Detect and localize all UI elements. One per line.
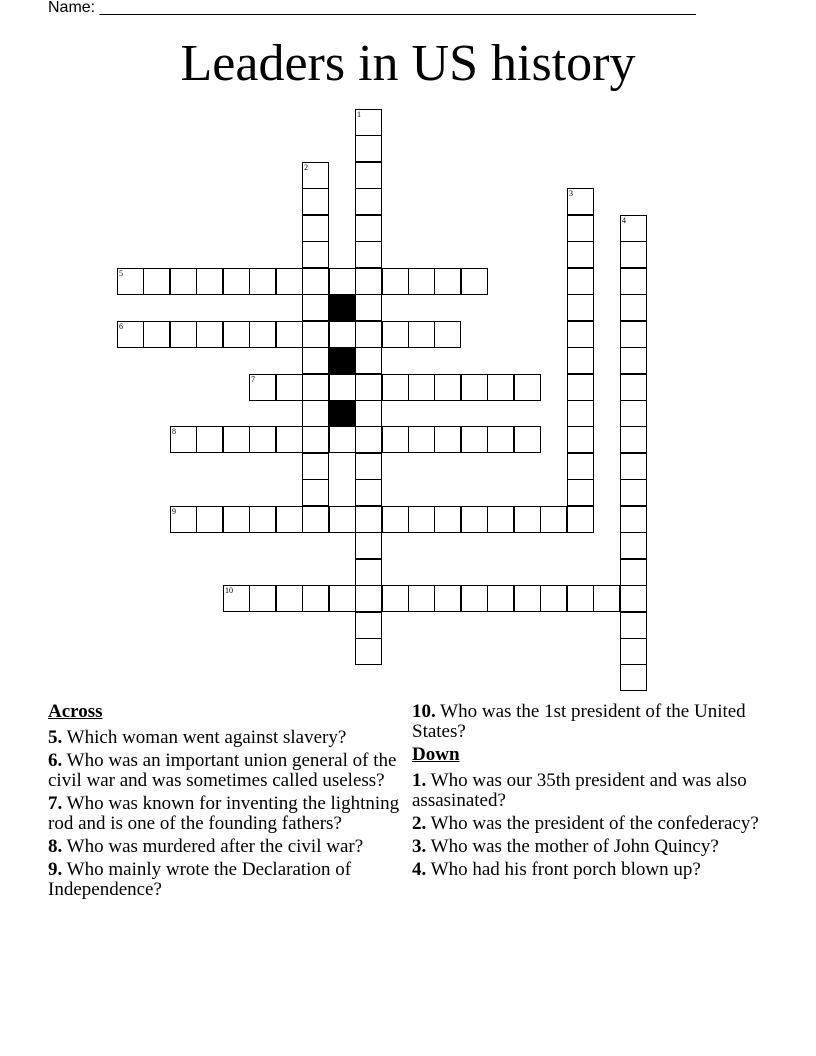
clue-number: 4. [412,859,427,880]
grid-cell[interactable] [434,585,461,612]
grid-cell[interactable] [249,585,276,612]
grid-cell[interactable] [170,426,197,453]
grid-cell[interactable] [487,426,514,453]
grid-block [329,400,356,427]
grid-cell[interactable] [355,453,382,480]
clue-text: Who had his front porch blown up? [430,859,701,880]
grid-cell[interactable] [355,347,382,374]
clue-number: 6. [48,750,63,771]
clue-number-label: 8 [172,427,176,436]
grid-cell[interactable] [302,506,329,533]
grid-cell[interactable] [355,162,382,189]
grid-cell[interactable] [355,585,382,612]
grid-block [329,294,356,321]
clue-number-label: 4 [622,216,626,225]
grid-cell[interactable] [567,479,594,506]
clue-number-label: 2 [304,163,308,172]
grid-cell[interactable] [329,506,356,533]
grid-cell[interactable] [620,321,647,348]
grid-cell[interactable] [223,268,250,295]
grid-cell[interactable] [170,506,197,533]
grid-cell[interactable] [302,374,329,401]
grid-cell[interactable] [620,215,647,242]
clue-down-1 [412,771,762,811]
grid-cell[interactable] [223,585,250,612]
grid-cell[interactable] [620,559,647,586]
grid-cell[interactable] [620,241,647,268]
grid-cell[interactable] [487,506,514,533]
grid-cell[interactable] [302,479,329,506]
grid-cell[interactable] [276,268,303,295]
grid-cell[interactable] [382,374,409,401]
grid-cell[interactable] [620,664,647,691]
clue-text: Who was the mother of John Quincy? [430,836,719,857]
grid-cell[interactable] [249,374,276,401]
clue-down-4 [412,860,762,880]
grid-cell[interactable] [355,268,382,295]
grid-cell[interactable] [302,215,329,242]
grid-cell[interactable] [355,294,382,321]
grid-cell[interactable] [249,426,276,453]
grid-cell[interactable] [302,426,329,453]
clues-column-left [48,702,400,903]
grid-cell[interactable] [329,321,356,348]
clue-number-label: 9 [172,507,176,516]
grid-cell[interactable] [117,321,144,348]
clue-text: Which woman went against slavery? [66,727,347,748]
clue-across-10 [412,702,762,742]
grid-cell[interactable] [620,506,647,533]
grid-cell[interactable] [408,426,435,453]
grid-cell[interactable] [355,638,382,665]
grid-cell[interactable] [620,294,647,321]
across-heading: Across [48,701,103,722]
clue-number-label: 5 [119,269,123,278]
grid-cell[interactable] [567,294,594,321]
grid-cell[interactable] [276,585,303,612]
grid-cell[interactable] [355,612,382,639]
grid-cell[interactable] [514,506,541,533]
grid-cell[interactable] [355,321,382,348]
grid-cell[interactable] [567,268,594,295]
clue-across-9 [48,860,400,900]
grid-cell[interactable] [196,268,223,295]
grid-cell[interactable] [408,321,435,348]
grid-cell[interactable] [567,374,594,401]
grid-cell[interactable] [408,268,435,295]
grid-cell[interactable] [487,374,514,401]
clue-number: 2. [412,813,427,834]
grid-cell[interactable] [355,426,382,453]
grid-cell[interactable] [355,506,382,533]
clue-text: Who was known for inventing the lightning rod and is one of the founding fathers? [48,793,400,834]
clue-number: 9. [48,859,63,880]
grid-cell[interactable] [355,135,382,162]
grid-cell[interactable] [355,109,382,136]
grid-cell[interactable] [302,162,329,189]
grid-cell[interactable] [567,585,594,612]
grid-cell[interactable] [620,374,647,401]
grid-cell[interactable] [620,426,647,453]
grid-cell[interactable] [276,321,303,348]
grid-cell[interactable] [302,294,329,321]
grid-cell[interactable] [355,532,382,559]
grid-cell[interactable] [514,426,541,453]
grid-cell[interactable] [620,532,647,559]
clue-text: Who was murdered after the civil war? [66,836,364,857]
grid-cell[interactable] [302,400,329,427]
grid-cell[interactable] [170,268,197,295]
grid-cell[interactable] [540,506,567,533]
grid-cell[interactable] [620,479,647,506]
grid-cell[interactable] [567,321,594,348]
grid-cell[interactable] [196,426,223,453]
grid-cell[interactable] [249,321,276,348]
grid-cell[interactable] [434,374,461,401]
clue-number-label: 3 [569,189,573,198]
grid-cell[interactable] [355,559,382,586]
grid-cell[interactable] [567,426,594,453]
grid-cell[interactable] [249,506,276,533]
grid-cell[interactable] [223,426,250,453]
clue-text: Who was the 1st president of the United States? [412,701,746,742]
clue-across-8 [48,837,400,857]
grid-cell[interactable] [117,268,144,295]
grid-cell[interactable] [620,268,647,295]
clue-number-label: 10 [225,586,233,595]
grid-cell[interactable] [567,188,594,215]
grid-cell[interactable] [408,374,435,401]
grid-cell[interactable] [382,426,409,453]
grid-cell[interactable] [567,241,594,268]
grid-cell[interactable] [620,638,647,665]
grid-cell[interactable] [170,321,197,348]
grid-cell[interactable] [382,506,409,533]
clue-across-7 [48,794,400,834]
clue-number: 1. [412,770,427,791]
grid-cell[interactable] [329,426,356,453]
clue-number: 7. [48,793,63,814]
grid-cell[interactable] [302,585,329,612]
grid-cell[interactable] [434,426,461,453]
grid-cell[interactable] [620,612,647,639]
grid-cell[interactable] [302,268,329,295]
clue-number-label: 7 [251,375,255,384]
down-heading: Down [412,744,460,765]
clue-text: Who mainly wrote the Declaration of Independence? [48,859,352,900]
grid-cell[interactable] [329,585,356,612]
clue-number: 5. [48,727,63,748]
grid-cell[interactable] [567,215,594,242]
grid-cell[interactable] [514,585,541,612]
clue-number: 3. [412,836,427,857]
grid-cell[interactable] [355,188,382,215]
grid-cell[interactable] [461,426,488,453]
grid-cell[interactable] [461,374,488,401]
grid-cell[interactable] [329,374,356,401]
clue-number-label: 6 [119,322,123,331]
grid-cell[interactable] [514,374,541,401]
grid-cell[interactable] [434,506,461,533]
grid-cell[interactable] [329,268,356,295]
name-line[interactable]: Name: ___________________________________________________________________ [48,0,696,16]
grid-cell[interactable] [249,268,276,295]
grid-cell[interactable] [620,585,647,612]
clue-across-6 [48,751,400,791]
grid-cell[interactable] [408,506,435,533]
clue-text: Who was our 35th president and was also assasinated? [412,770,747,811]
grid-cell[interactable] [302,241,329,268]
clue-across-5 [48,728,400,748]
grid-block [329,347,356,374]
grid-cell[interactable] [196,321,223,348]
grid-cell[interactable] [382,321,409,348]
grid-cell[interactable] [567,400,594,427]
page-title: Leaders in US history [180,35,636,92]
clue-down-3 [412,837,762,857]
grid-cell[interactable] [355,241,382,268]
grid-cell[interactable] [567,453,594,480]
clue-number: 8. [48,836,63,857]
grid-cell[interactable] [567,347,594,374]
grid-cell[interactable] [355,374,382,401]
grid-cell[interactable] [487,585,514,612]
grid-cell[interactable] [593,585,620,612]
grid-cell[interactable] [223,321,250,348]
clue-text: Who was an important union general of the civil war and was sometimes called useless? [48,750,397,791]
grid-cell[interactable] [434,321,461,348]
grid-cell[interactable] [355,400,382,427]
grid-cell[interactable] [143,268,170,295]
grid-cell[interactable] [223,506,250,533]
grid-cell[interactable] [143,321,170,348]
grid-cell[interactable] [620,453,647,480]
grid-cell[interactable] [461,268,488,295]
grid-cell[interactable] [302,453,329,480]
grid-cell[interactable] [382,585,409,612]
clue-number: 10. [412,701,436,722]
grid-cell[interactable] [567,506,594,533]
grid-cell[interactable] [196,506,223,533]
clue-number-label: 1 [357,110,361,119]
grid-cell[interactable] [382,268,409,295]
grid-cell[interactable] [461,506,488,533]
grid-cell[interactable] [355,215,382,242]
clues-column-right [412,702,762,883]
grid-cell[interactable] [408,585,435,612]
grid-cell[interactable] [434,268,461,295]
grid-cell[interactable] [461,585,488,612]
grid-cell[interactable] [620,347,647,374]
grid-cell[interactable] [276,426,303,453]
grid-cell[interactable] [355,479,382,506]
grid-cell[interactable] [276,374,303,401]
grid-cell[interactable] [302,321,329,348]
grid-cell[interactable] [302,188,329,215]
grid-cell[interactable] [620,400,647,427]
grid-cell[interactable] [302,347,329,374]
grid-cell[interactable] [540,585,567,612]
clue-down-2 [412,814,762,834]
clue-text: Who was the president of the confederacy? [430,813,759,834]
grid-cell[interactable] [276,506,303,533]
